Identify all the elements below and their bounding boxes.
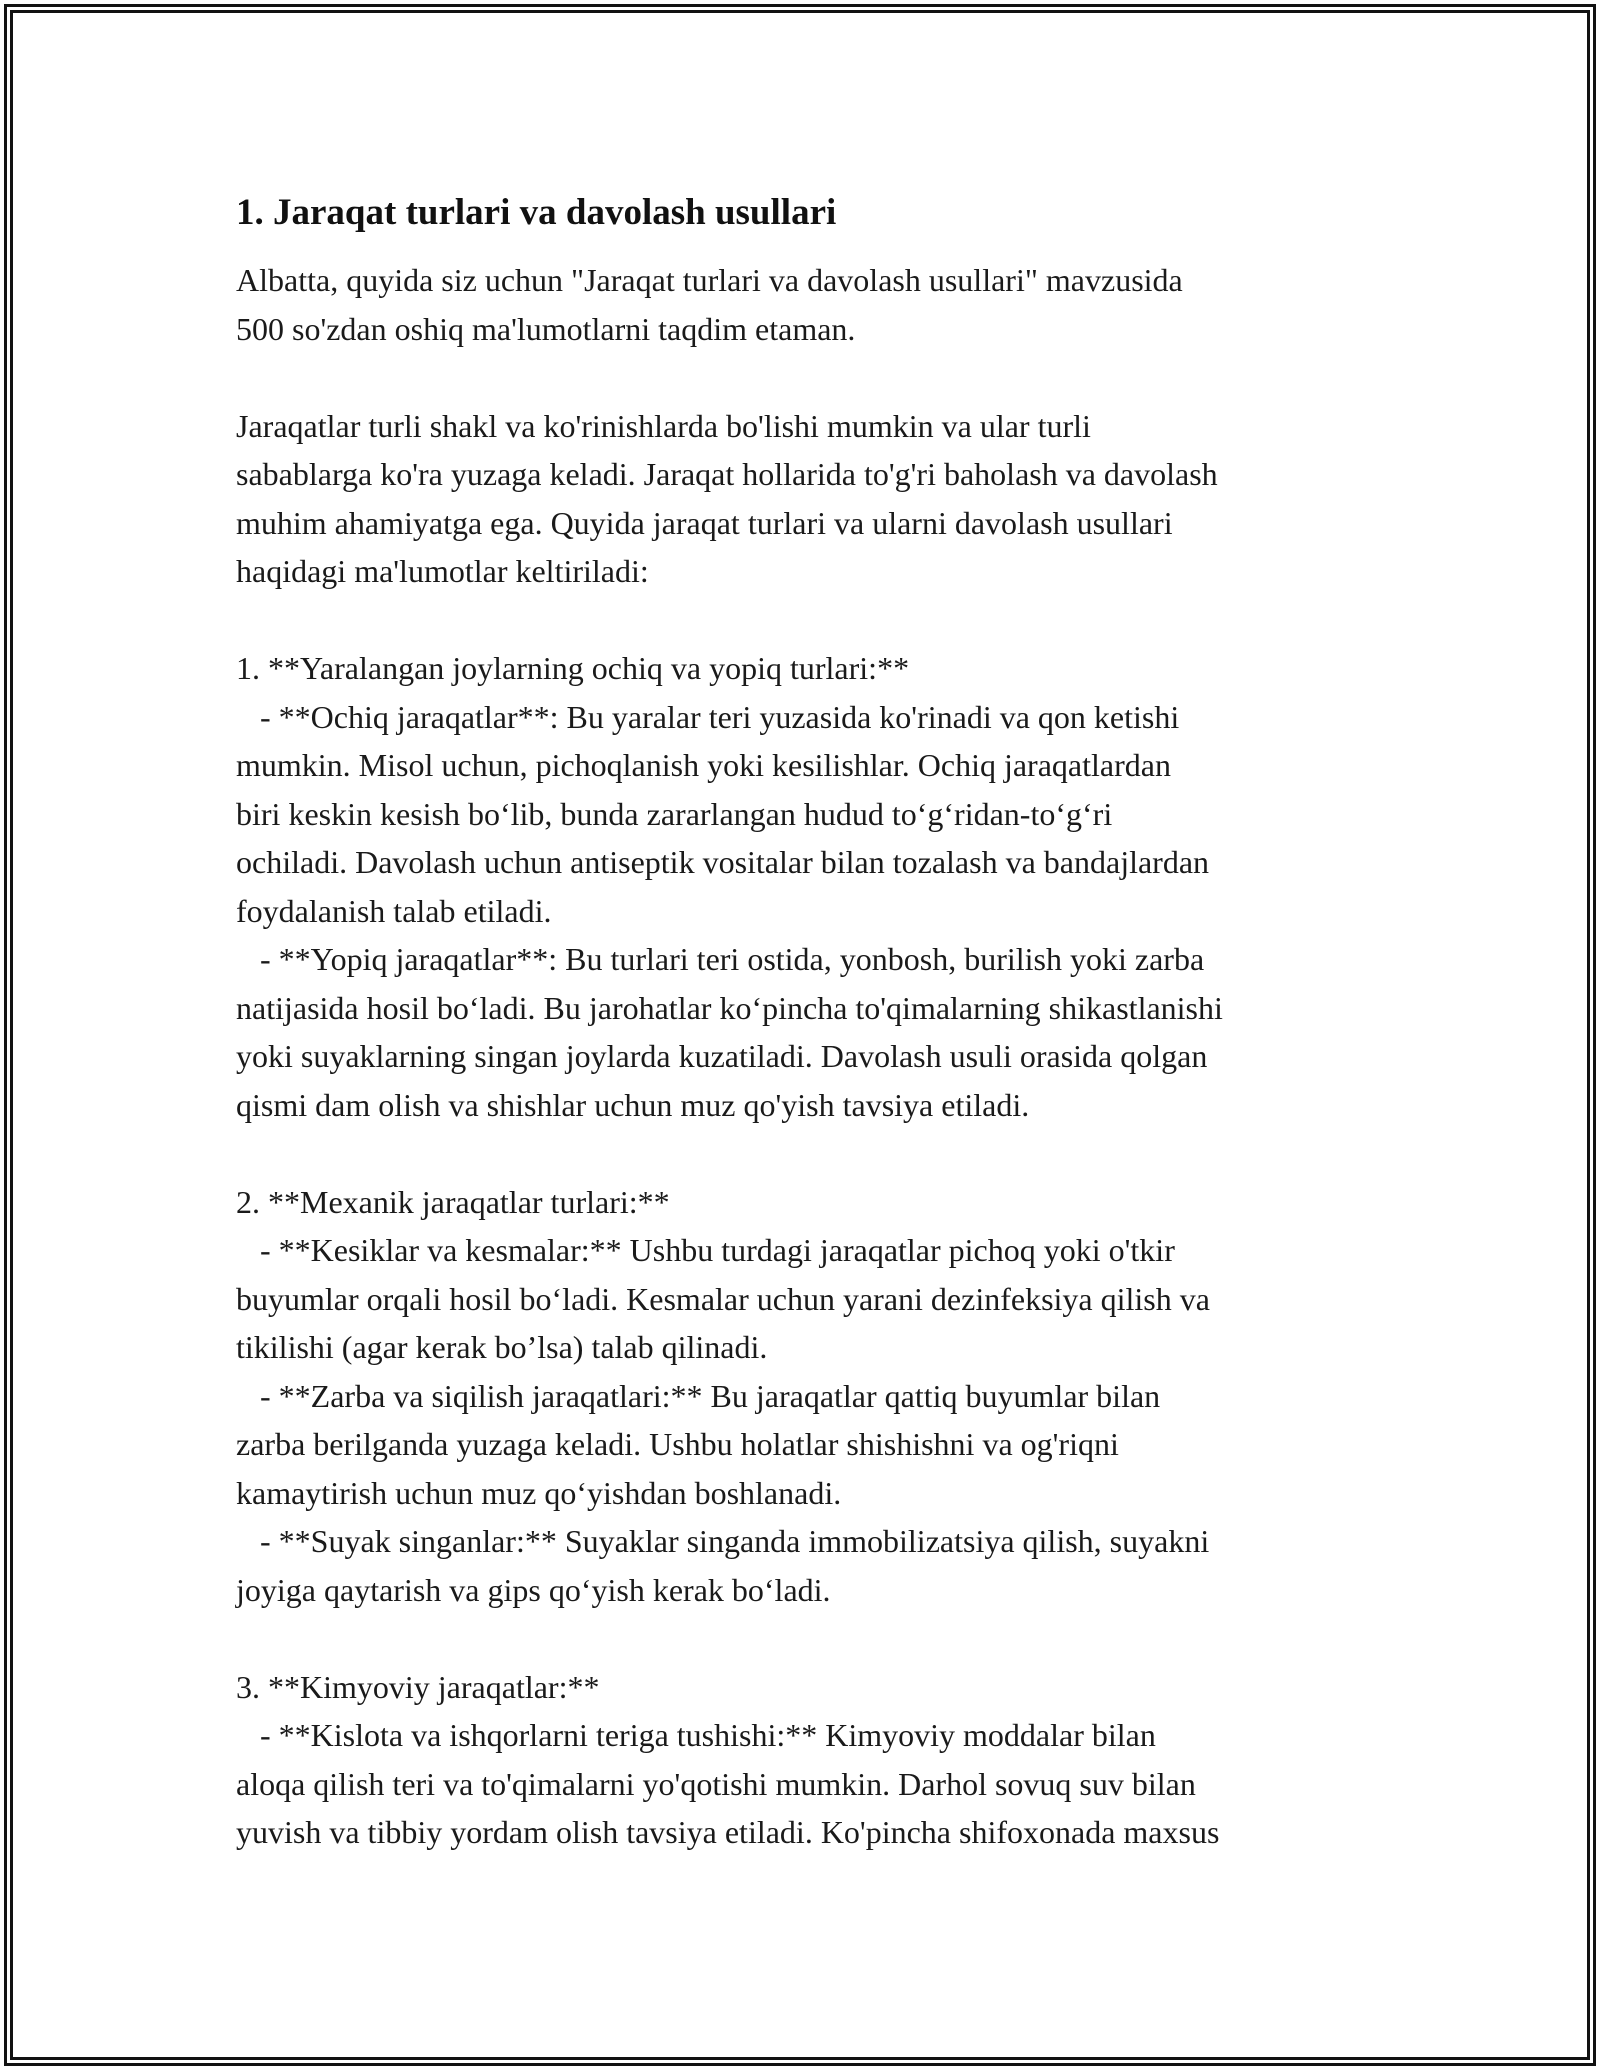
document-title: 1. Jaraqat turlari va davolash usullari <box>236 192 837 233</box>
section-chemical-injuries: 3. **Kimyoviy jaraqatlar:** - **Kislota va ishqorlarni teriga tushishi:** Kimyoviy moddalar bilan aloqa qilish teri va to'qimalarni yo'qotishi mumkin. Darhol sovuq suv bilan yuvish va tibbiy yordam olish tavsiya etiladi. Ko'pincha shifoxonada maxsus <box>236 1668 1220 1850</box>
document-body <box>236 188 1386 1857</box>
paragraph-spacer <box>236 1614 1386 1663</box>
paragraph-spacer <box>236 596 1386 645</box>
paragraph-spacer <box>236 1129 1386 1178</box>
paragraph-spacer <box>236 353 1386 402</box>
section-mechanical-injuries: 2. **Mexanik jaraqatlar turlari:** - **Kesiklar va kesmalar:** Ushbu turdagi jaraqatlar pichoq yoki o'tkir buyumlar orqali hosil bo‘ladi. Kesmalar uchun yarani dezinfeksiya qilish va tikilishi (agar kerak bo’lsa) talab qilinadi. - **Zarba va siqilish jaraqatlari:** Bu jaraqatlar qattiq buyumlar bilan zarba berilganda yuzaga keladi. Ushbu holatlar shishishni va og'riqni kamaytirish uchun muz qo‘yishdan boshlanadi. - **Suyak singanlar:** Suyaklar singanda immobilizatsiya qilish, suyakni joyiga qaytarish va gips qo‘yish kerak bo‘ladi. <box>236 1183 1210 1608</box>
overview-paragraph: Jaraqatlar turli shakl va ko'rinishlarda bo'lishi mumkin va ular turli sabablarga ko'ra yuzaga keladi. Jaraqat hollarida to'g'ri baholash va davolash muhim ahamiyatga ega. Quyida jaraqat turlari va ularni davolash usullari haqidagi ma'lumotlar keltiriladi: <box>236 407 1218 589</box>
section-open-closed-injuries: 1. **Yaralangan joylarning ochiq va yopiq turlari:** - **Ochiq jaraqatlar**: Bu yaralar teri yuzasida ko'rinadi va qon ketishi mumkin. Misol uchun, pichoqlanish yoki kesilishlar. Ochiq jaraqatlardan biri keskin kesish bo‘lib, bunda zararlangan hudud to‘g‘ridan-to‘g‘ri ochiladi. Davolash uchun antiseptik vositalar bilan tozalash va bandajlardan foydalanish talab etiladi. - **Yopiq jaraqatlar**: Bu turlari teri ostida, yonbosh, burilish yoki zarba natijasida hosil bo‘ladi. Bu jarohatlar ko‘pincha to'qimalarning shikastlanishi yoki suyaklarning singan joylarda kuzatiladi. Davolash usuli orasida qolgan qismi dam olish va shishlar uchun muz qo'yish tavsiya etiladi. <box>236 650 1223 1123</box>
intro-paragraph: Albatta, quyida siz uchun "Jaraqat turlari va davolash usullari" mavzusida 500 so'zdan oshiq ma'lumotlarni taqdim etaman. <box>236 262 1183 347</box>
